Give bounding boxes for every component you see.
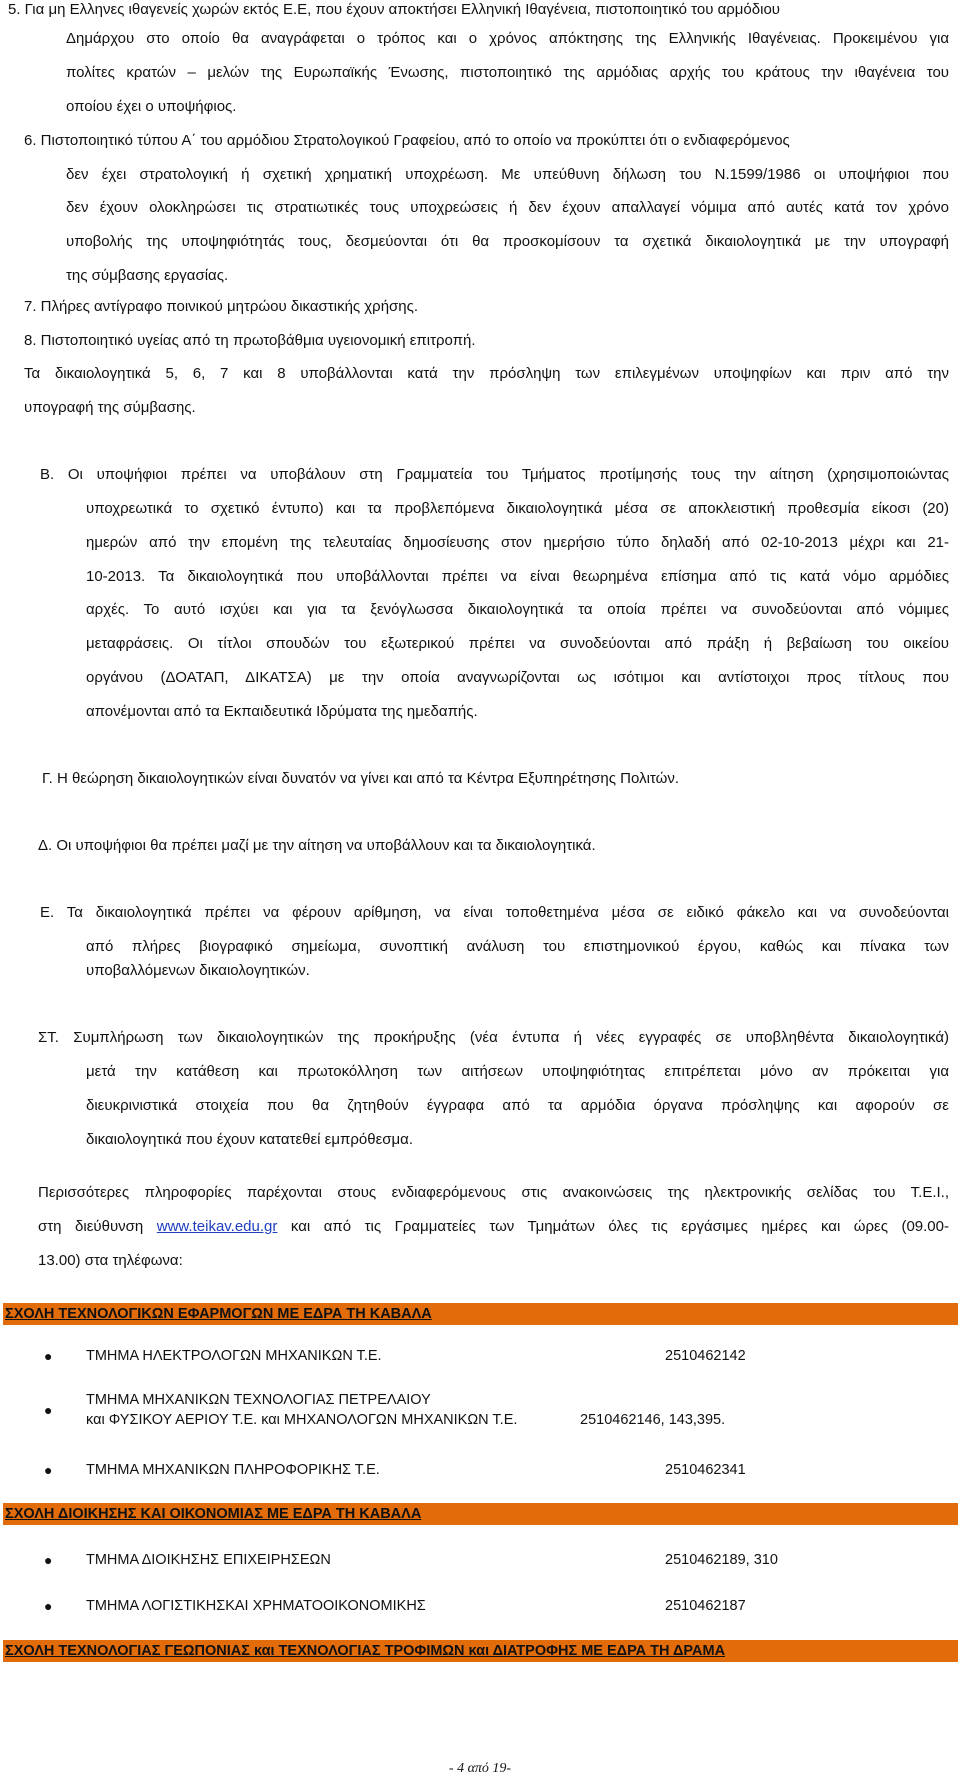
department-phone: 2510462187	[665, 1598, 746, 1614]
website-link[interactable]: www.teikav.edu.gr	[156, 1218, 278, 1235]
info-line-3: 13.00) στα τηλέφωνα:	[38, 1252, 183, 1269]
section-st-line-4: δικαιολογητικά που έχουν κατατεθεί εμπρόθεσμα.	[86, 1131, 413, 1148]
info-line-1: Περισσότερες πληροφορίες παρέχονται στους ενδιαφερόμενους στις ανακοινώσεις της ηλεκτρονικής σελίδας του Τ.Ε.Ι.,	[38, 1184, 949, 1201]
item-5-line-4: οποίου έχει ο υποψήφιος.	[66, 98, 237, 115]
department-phone: 2510462341	[665, 1462, 746, 1478]
bullet-icon: ●	[44, 1462, 53, 1478]
section-b-line-6: μεταφράσεις. Οι τίτλοι σπουδών του εξωτερικού πρέπει να συνοδεύονται από πράξη ή βεβαίωση του οικείου	[86, 635, 949, 652]
department-name: ΤΜΗΜΑ ΗΛΕΚΤΡΟΛΟΓΩΝ ΜΗΧΑΝΙΚΩΝ Τ.Ε.	[86, 1348, 382, 1364]
section-d: Δ. Οι υποψήφιοι θα πρέπει μαζί με την αίτηση να υποβάλλουν και τα δικαιολογητικά.	[38, 837, 596, 854]
department-name-cont: και ΦΥΣΙΚΟΥ ΑΕΡΙΟΥ Τ.Ε. και ΜΗΧΑΝΟΛΟΓΩΝ ΜΗΧΑΝΙΚΩΝ Τ.Ε.	[86, 1412, 518, 1428]
section-st-line-2: μετά την κατάθεση και πρωτοκόλληση των αιτήσεων υποψηφιότητας επιτρέπεται μόνο αν πρόκειται για	[86, 1063, 949, 1080]
section-b-line-7: οργάνου (ΔΟΑΤΑΠ, ΔΙΚΑΤΣΑ) με την οποία αναγνωρίζονται ως ισότιμοι και αντίστοιχοι προς τίτλους που	[86, 669, 949, 686]
page-number: - 4 από 19-	[448, 1761, 512, 1776]
item-5-line-1: 5. Για μη Ελληνες ιθαγενείς χωρών εκτός Ε.Ε, που έχουν αποκτήσει Ελληνική Ιθαγένεια, πιστοποιητικό του αρμόδιου	[8, 1, 780, 18]
item-6-line-5: της σύμβασης εργασίας.	[66, 267, 229, 284]
section-e-line-2: από πλήρες βιογραφικό σημείωμα, συνοπτική ανάλυση του επιστημονικού έργου, καθώς και πίνακα των	[86, 938, 949, 955]
school-header: ΣΧΟΛΗ ΤΕΧΝΟΛΟΓΙΚΩΝ ΕΦΑΡΜΟΓΩΝ ΜΕ ΕΔΡΑ ΤΗ ΚΑΒΑΛΑ	[3, 1303, 958, 1325]
section-e-line-1: Ε. Τα δικαιολογητικά πρέπει να φέρουν αρίθμηση, να είναι τοποθετημένα μέσα σε ειδικό φάκελο και να συνοδεύονται	[40, 904, 949, 921]
department-name: ΤΜΗΜΑ ΜΗΧΑΝΙΚΩΝ ΠΛΗΡΟΦΟΡΙΚΗΣ Τ.Ε.	[86, 1462, 380, 1478]
section-b-line-3: ημερών από την επομένη της τελευταίας δημοσίευσης στον ημερήσιο τύπο δηλαδή από 02-10-2013 μέχρι και 21-	[86, 534, 949, 551]
section-st-line-3: διευκρινιστικά στοιχεία που θα ζητηθούν έγγραφα από τα αρμόδια όργανα πρόσληψης και αφορούν σε	[86, 1097, 949, 1114]
school-header: ΣΧΟΛΗ ΤΕΧΝΟΛΟΓΙΑΣ ΓΕΩΠΟΝΙΑΣ και ΤΕΧΝΟΛΟΓΙΑΣ ΤΡΟΦΙΜΩΝ και ΔΙΑΤΡΟΦΗΣ ΜΕ ΕΔΡΑ ΤΗ ΔΡΑΜΑ	[3, 1640, 958, 1662]
school-header: ΣΧΟΛΗ ΔΙΟΙΚΗΣΗΣ ΚΑΙ ΟΙΚΟΝΟΜΙΑΣ ΜΕ ΕΔΡΑ ΤΗ ΚΑΒΑΛΑ	[3, 1503, 958, 1525]
note-line-2: υπογραφή της σύμβασης.	[24, 399, 196, 416]
bullet-icon: ●	[44, 1402, 53, 1418]
section-b-line-5: αρχές. Το αυτό ισχύει και για τα ξενόγλωσσα δικαιολογητικά τα οποία πρέπει να συνοδεύονται από νόμιμες	[86, 601, 949, 618]
department-name: ΤΜΗΜΑ ΜΗΧΑΝΙΚΩΝ ΤΕΧΝΟΛΟΓΙΑΣ ΠΕΤΡΕΛΑΙΟΥ	[86, 1392, 431, 1408]
item-6-line-4: υποβολής της υποψηφιότητάς τους, δεσμεύονται ότι θα προσκομίσουν τα σχετικά δικαιολογητικά με την υπογραφή	[66, 233, 949, 250]
item-7: 7. Πλήρες αντίγραφο ποινικού μητρώου δικαστικής χρήσης.	[24, 298, 419, 315]
section-e-line-3: υποβαλλόμενων δικαιολογητικών.	[86, 962, 310, 979]
bullet-icon: ●	[44, 1552, 53, 1568]
section-st-line-1: ΣΤ. Συμπλήρωση των δικαιολογητικών της προκήρυξης (νέα έντυπα ή νέες εγγραφές σε υποβληθέντα δικαιολογητικά)	[38, 1029, 949, 1046]
item-6-line-2: δεν έχει στρατολογική ή σχετική χρηματική υποχρέωση. Με υπεύθυνη δήλωση του Ν.1599/1986 οι υποψήφιοι που	[66, 166, 949, 183]
department-name: ΤΜΗΜΑ ΛΟΓΙΣΤΙΚΗΣΚΑΙ ΧΡΗΜΑΤΟΟΙΚΟΝΟΜΙΚΗΣ	[86, 1598, 426, 1614]
section-c: Γ. Η θεώρηση δικαιολογητικών είναι δυνατόν να γίνει και από τα Κέντρα Εξυπηρέτησης Πολιτών.	[42, 770, 679, 787]
bullet-icon: ●	[44, 1598, 53, 1614]
item-6-line-3: δεν έχουν ολοκληρώσει τις στρατιωτικές τους υποχρεώσεις ή δεν έχουν απαλλαγεί νόμιμα από αυτές κατά τον χρόνο	[66, 199, 949, 216]
info-line-2	[38, 1217, 949, 1237]
section-b-line-4: 10-2013. Τα δικαιολογητικά που υποβάλλονται πρέπει να είναι θεωρημένα επίσημα από τις κατά νόμο αρμόδιες	[86, 568, 949, 585]
department-phone: 2510462189, 310	[665, 1552, 778, 1568]
address-suffix: και από τις Γραμματείες των Τμημάτων όλες τις εργάσιμες ημέρες και ώρες (09.00-	[290, 1218, 949, 1235]
item-5-line-2: Δημάρχου στο οποίο θα αναγράφεται ο τρόπος και ο χρόνος απόκτησης της Ελληνικής Ιθαγένειας. Προκειμένου για	[66, 30, 949, 47]
note-line-1: Τα δικαιολογητικά 5, 6, 7 και 8 υποβάλλονται κατά την πρόσληψη των επιλεγμένων υποψηφίων και πριν από την	[24, 365, 949, 382]
bullet-icon: ●	[44, 1348, 53, 1364]
item-6-line-1: 6. Πιστοποιητικό τύπου Α΄ του αρμόδιου Στρατολογικού Γραφείου, από το οποίο να προκύπτει ότι ο ενδιαφερόμενος	[24, 132, 790, 149]
item-8: 8. Πιστοποιητικό υγείας από τη πρωτοβάθμια υγειονομική επιτροπή.	[24, 332, 476, 349]
department-phone: 2510462146, 143,395.	[580, 1412, 726, 1428]
address-prefix: στη διεύθυνση	[38, 1218, 144, 1235]
department-name: ΤΜΗΜΑ ΔΙΟΙΚΗΣΗΣ ΕΠΙΧΕΙΡΗΣΕΩΝ	[86, 1552, 331, 1568]
section-b-line-8: απονέμονται από τα Εκπαιδευτικά Ιδρύματα της ημεδαπής.	[86, 703, 478, 720]
section-b-line-2: υποχρεωτικά το σχετικό έντυπο) και τα προβλεπόμενα δικαιολογητικά μέσα σε αποκλειστική προθεσμία είκοσι (20)	[86, 500, 949, 517]
section-b-line-1: Β. Οι υποψήφιοι πρέπει να υποβάλουν στη Γραμματεία του Τμήματος προτίμησής τους την αίτηση (χρησιμοποιώντας	[40, 466, 949, 483]
department-phone: 2510462142	[665, 1348, 746, 1364]
item-5-line-3: πολίτες κρατών – μελών της Ευρωπαϊκής Ένωσης, πιστοποιητικό της αρμόδιας αρχής του κράτους την ιθαγένεια του	[66, 64, 949, 81]
